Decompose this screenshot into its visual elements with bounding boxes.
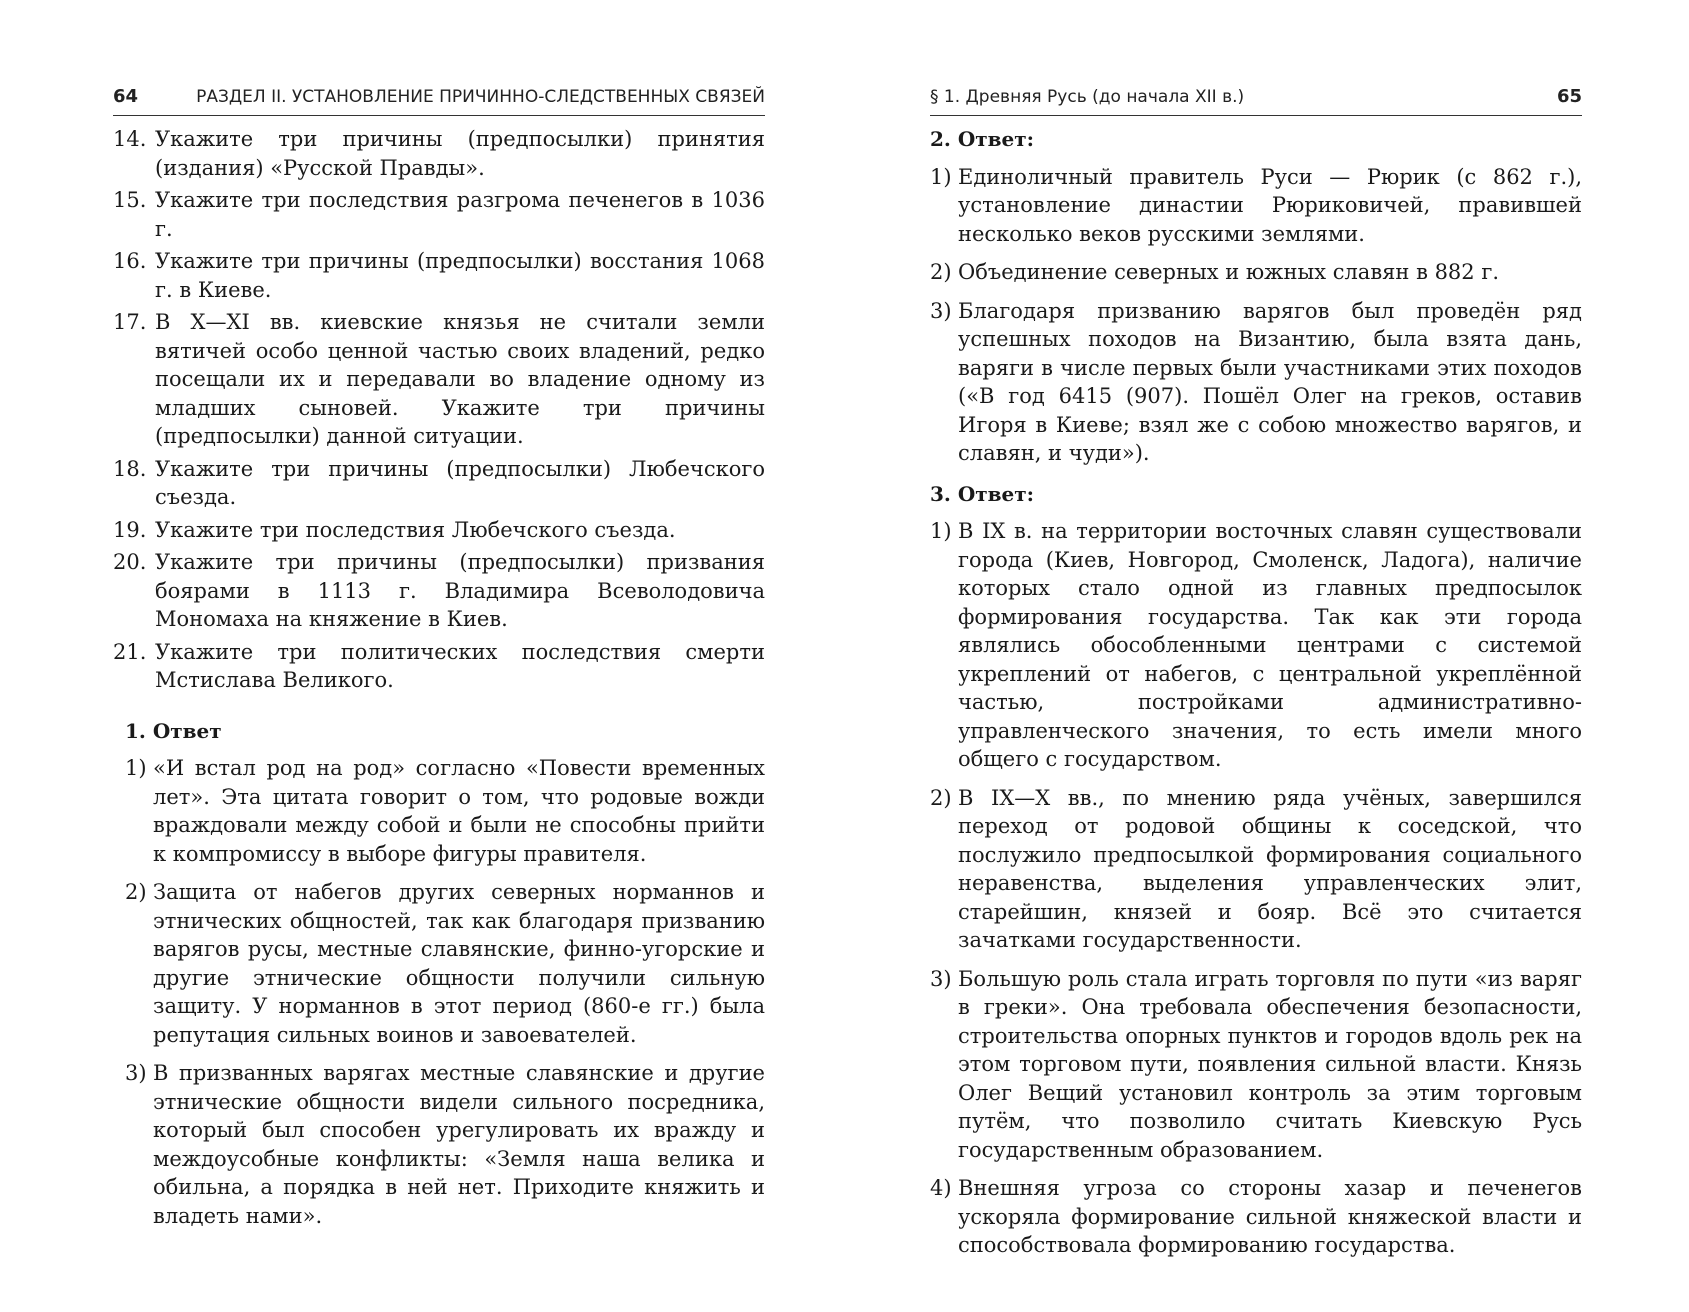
answer-2-block [930,125,1582,468]
item-text: Укажите три причины (предпосылки) Любечского съезда. [155,456,765,509]
answer-item [930,517,1582,774]
item-number: 2) [930,260,952,284]
question-item [113,638,765,695]
answer-heading: 3. Ответ: [930,481,1035,506]
question-item [113,186,765,243]
answer-1-block [113,717,765,1231]
item-text: Большую роль стала играть торговля по пути «из варяг в греки». Она требовала обеспечения безопасности, строительства опорных пунктов и городов вдоль рек на этом торговом пути, появления сильной власти. Князь Олег Вещий установил контроль за этим торговым путём, что позволило считать Киевскую Русь государственным образованием. [958,966,1582,1162]
item-number: 15. [113,188,147,212]
answer-1-list [113,754,765,1230]
item-text: Укажите три последствия Любечского съезда. [155,517,676,542]
item-text: Объединение северных и южных славян в 882 г. [958,260,1500,284]
question-list [113,125,765,695]
item-text: Укажите три причины (предпосылки) принятия (издания) «Русской Правды». [155,127,765,180]
item-number: 3) [125,1061,147,1085]
answer-heading: 1. Ответ [125,718,222,743]
answer-item [930,163,1582,249]
left-running-head [113,86,765,116]
item-text: В IX в. на территории восточных славян существовали города (Киев, Новгород, Смоленск, Ладога), наличие которых стало одной из главных предпосылок формирования государства. Так как эти города являлись обособленными центрами с системой укреплений от набегов, с центральной укреплённой частью, постройками административно-управленческого значения, то есть имели много общего с государством. [958,519,1582,771]
answer-item [930,258,1582,287]
item-text: В IX—X вв., по мнению ряда учёных, завершился переход от родовой общины к соседской, что послужило предпосылкой формирования социального неравенства, выделения управленческих элит, старейшин, князей и бояр. Всё это считается зачатками государственности. [958,785,1582,952]
item-text: Благодаря призванию варягов был проведён ряд успешных походов на Византию, была взята дань, варяги в числе первых были участниками этих походов («В год 6415 (907). Пошёл Олег на греков, оставив Игоря в Киеве; взял же с собою множество варягов, и славян, и чуди»). [958,298,1582,465]
answer-item [125,754,765,868]
item-number: 2) [125,880,147,904]
answer-item [930,297,1582,468]
answer-item [930,784,1582,955]
item-number: 16. [113,249,147,273]
item-text: Укажите три причины (предпосылки) восстания 1068 г. в Киеве. [155,249,765,302]
page-number: 65 [1556,86,1582,107]
question-item [113,125,765,182]
item-text: Внешняя угроза со стороны хазар и печенегов ускоряла формирование сильной княжеской власти и способствовала формированию государства. [958,1176,1582,1257]
item-number: 2) [930,785,952,810]
item-text: В X—XI вв. киевские князья не считали земли вятичей особо ценной частью своих владений, редко посещали их и передавали во владение одному из младших сыновей. Укажите три причины (предпосылки) данной ситуации. [155,310,765,448]
item-text: Укажите три последствия разгрома печенегов в 1036 г. [155,188,765,241]
answer-item [930,1174,1582,1260]
question-item [113,308,765,451]
item-text: Укажите три причины (предпосылки) призвания боярами в 1113 г. Владимира Всеволодовича Мономаха на княжение в Киев. [155,550,765,631]
page-number: 64 [113,86,139,107]
question-item [113,516,765,545]
answer-3-list [930,517,1582,1260]
left-page [113,86,765,1240]
item-text: Защита от набегов других северных норманнов и этнических общностей, так как благодаря призванию варягов русы, местные славянские, финно-угорские и другие этнические общности получили сильную защиту. У норманнов в этот период (860-е гг.) была репутация сильных воинов и завоевателей. [153,880,765,1047]
answer-item [125,878,765,1049]
item-number: 21. [113,639,147,664]
item-number: 1) [930,164,952,189]
answer-heading: 2. Ответ: [930,127,1035,151]
answer-2-list [930,163,1582,468]
item-number: 18. [113,456,147,481]
answer-item [930,965,1582,1165]
right-running-head [930,86,1582,116]
section-header: § 1. Древняя Русь (до начала XII в.) [930,87,1245,107]
item-text: Единоличный правитель Руси — Рюрик (с 862 г.), установление династии Рюриковичей, правившей несколько веков русскими землями. [958,164,1582,246]
item-number: 3) [930,966,952,991]
right-page [930,86,1582,1270]
question-item [113,548,765,634]
item-text: Укажите три политических последствия смерти Мстислава Великого. [155,639,765,692]
answer-3-block [930,480,1582,1260]
item-number: 1) [930,519,952,543]
item-number: 4) [930,1176,952,1200]
item-text: «И встал род на род» согласно «Повести временных лет». Эта цитата говорит о том, что родовые вожди враждовали между собой и были не способны прийти к компромиссу в выборе фигуры правителя. [153,756,765,866]
item-number: 19. [113,517,147,542]
item-number: 17. [113,310,147,334]
question-item [113,247,765,304]
answer-item [125,1059,765,1230]
question-item [113,455,765,512]
section-header: РАЗДЕЛ II. УСТАНОВЛЕНИЕ ПРИЧИННО-СЛЕДСТВЕННЫХ СВЯЗЕЙ [196,87,765,107]
item-number: 1) [125,756,147,780]
item-number: 14. [113,127,147,151]
item-number: 20. [113,550,147,574]
item-number: 3) [930,298,952,323]
item-text: В призванных варягах местные славянские и другие этнические общности видели сильного посредника, который был способен урегулировать их вражду и междоусобные конфликты: «Земля наша велика и обильна, а порядка в ней нет. Приходите княжить и владеть нами». [153,1061,765,1228]
